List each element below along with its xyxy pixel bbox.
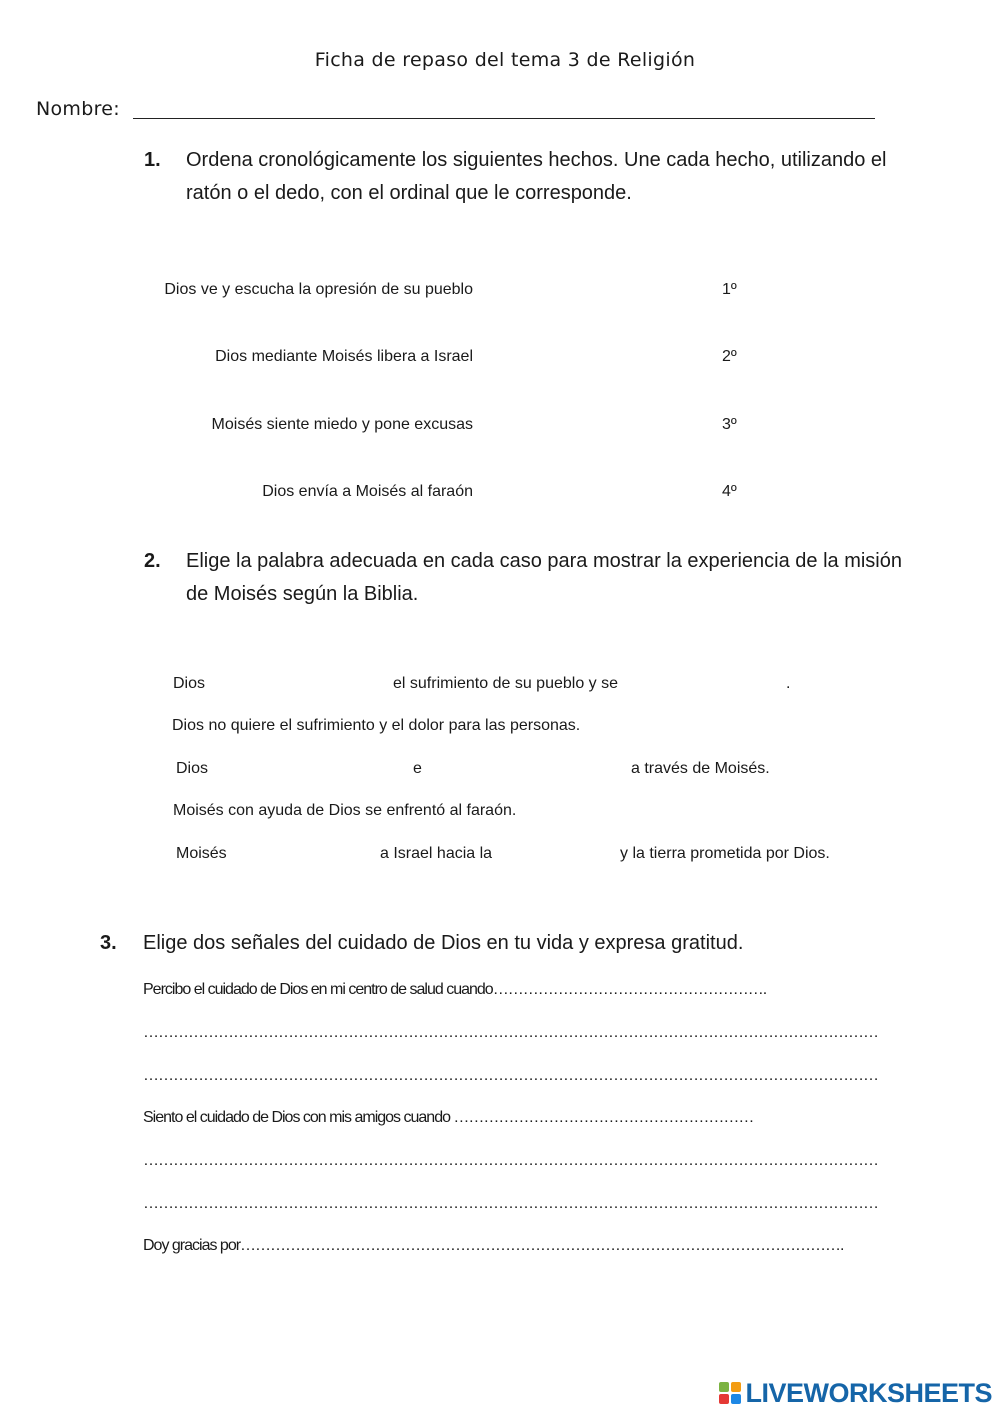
q2-s1-a: Dios — [173, 675, 206, 692]
q3-line-2[interactable]: ………………………………………………………………………………………………………………………………… — [143, 1024, 878, 1041]
q3-number: 3. — [100, 932, 117, 954]
logo-square-blue — [731, 1394, 741, 1404]
q2-number: 2. — [144, 550, 161, 572]
q3-line-5[interactable]: ………………………………………………………………………………………………………………………………… — [143, 1152, 878, 1169]
q3-line-7[interactable]: Doy gracias por…………………………………………………………………………………………………………. — [143, 1237, 844, 1254]
q2-s5-c: y la tierra prometida por Dios. — [620, 845, 830, 862]
logo-square-red — [719, 1394, 729, 1404]
q3-line-1[interactable]: Percibo el cuidado de Dios en mi centro de salud cuando………………………………………………. — [143, 981, 767, 998]
q1-ordinal-2[interactable]: 2º — [722, 348, 737, 365]
q2-s4: Moisés con ayuda de Dios se enfrentó al faraón. — [173, 802, 517, 819]
q2-s3-b: e — [413, 760, 422, 777]
logo-squares-icon — [719, 1382, 741, 1404]
q2-text: Elige la palabra adecuada en cada caso para mostrar la experiencia de la misión de Moisés según la Biblia. — [186, 550, 902, 605]
name-label: Nombre: — [36, 98, 120, 120]
q2-s5-a: Moisés — [176, 845, 227, 862]
q1-event-4[interactable]: Dios envía a Moisés al faraón — [262, 483, 473, 500]
q3-line-6[interactable]: ………………………………………………………………………………………………………………………………… — [143, 1195, 878, 1212]
q1-event-1[interactable]: Dios ve y escucha la opresión de su pueblo — [164, 281, 473, 298]
q2-s1-b: el sufrimiento de su pueblo y se — [393, 675, 619, 692]
q2-s5-b: a Israel hacia la — [380, 845, 493, 862]
q2-s3-c: a través de Moisés. — [631, 760, 770, 777]
q2-s2: Dios no quiere el sufrimiento y el dolor para las personas. — [172, 717, 581, 734]
logo-text: LIVEWORKSHEETS — [745, 1377, 992, 1408]
q1-ordinal-4[interactable]: 4º — [722, 483, 737, 500]
logo-square-orange — [731, 1382, 741, 1392]
q1-ordinal-3[interactable]: 3º — [722, 416, 737, 433]
q2-s3-a: Dios — [176, 760, 209, 777]
q1-event-2[interactable]: Dios mediante Moisés libera a Israel — [215, 348, 473, 365]
q3-line-3[interactable]: ………………………………………………………………………………………………………………………………… — [143, 1067, 878, 1084]
q1-text: Ordena cronológicamente los siguientes hechos. Une cada hecho, utilizando el ratón o el dedo, con el ordinal que le corresponde. — [186, 149, 887, 204]
q1-ordinal-1[interactable]: 1º — [722, 281, 737, 298]
liveworksheets-logo — [719, 1377, 992, 1409]
logo-square-green — [719, 1382, 729, 1392]
q2-s1-c: . — [786, 675, 791, 692]
name-input-line[interactable] — [133, 118, 875, 119]
q1-number: 1. — [144, 149, 161, 171]
page-title: Ficha de repaso del tema 3 de Religión — [314, 49, 696, 71]
q1-event-3[interactable]: Moisés siente miedo y pone excusas — [211, 416, 473, 433]
q3-line-4[interactable]: Siento el cuidado de Dios con mis amigos cuando …………………………………………………… — [143, 1109, 754, 1126]
q3-text: Elige dos señales del cuidado de Dios en tu vida y expresa gratitud. — [143, 932, 744, 954]
